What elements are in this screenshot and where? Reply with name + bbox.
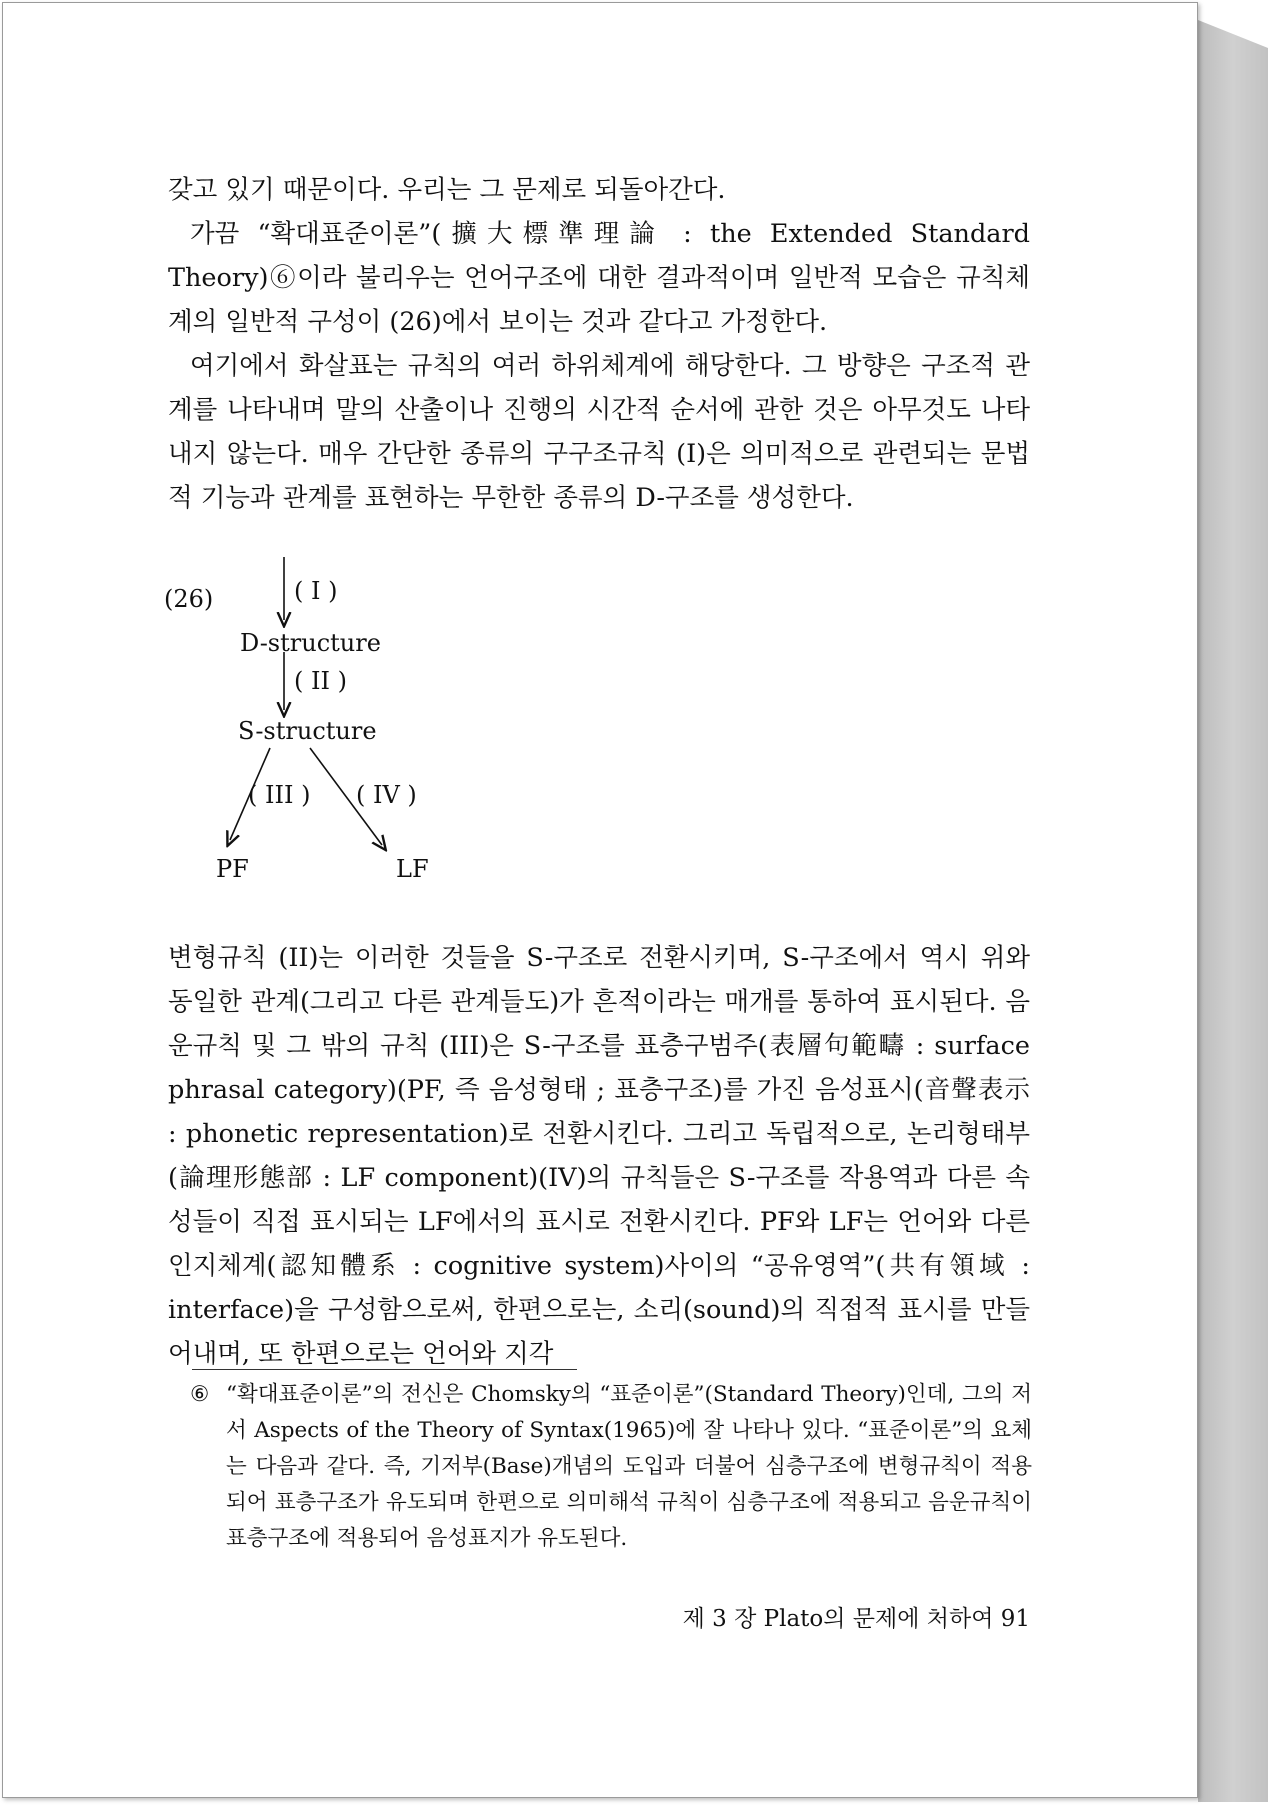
example-number: (26) [164, 585, 214, 613]
footnote-divider [192, 1369, 577, 1370]
pf-node: PF [216, 855, 249, 883]
rule-2-label: ( II ) [294, 667, 347, 695]
lf-node: LF [396, 855, 429, 883]
footnote [192, 1377, 1032, 1557]
footnote-marker: ⑥ [190, 1382, 210, 1407]
footnote-text: “확대표준이론”의 전신은 Chomsky의 “표준이론”(Standard Theory)인데, 그의 저서 Aspects of the Theory of Syntax(1965)에 잘 나타나 있다. “표준이론”의 요체는 다음과 같다. 즉, 기저부(Base)개념의 도입과 더불어 심층구조에 변형규칙이 적용되어 표층구조가 유도되며 한편으로 의미해석 규칙이 심층구조에 적용되고 음운규칙이 표층구조에 적용되어 음성표지가 유도된다. [226, 1382, 1032, 1551]
s-structure-node: S-structure [238, 717, 377, 745]
rule-1-label: ( I ) [294, 577, 338, 605]
d-structure-node: D-structure [240, 629, 381, 657]
paragraph-1: 갖고 있기 때문이다. 우리는 그 문제로 되돌아간다. [168, 175, 726, 205]
rule-3-label: ( III ) [248, 781, 311, 809]
paragraph-3: 여기에서 화살표는 규칙의 여러 하위체계에 해당한다. 그 방향은 구조적 관계를 나타내며 말의 산출이나 진행의 시간적 순서에 관한 것은 아무것도 나타내지 않는다. 매우 간단한 종류의 구구조규칙 (I)은 의미적으로 관련되는 문법적 기능과 관계를 표현하는 무한한 종류의 D-구조를 생성한다. [168, 351, 1030, 513]
paragraph-4: 변형규칙 (II)는 이러한 것들을 S-구조로 전환시키며, S-구조에서 역시 위와 동일한 관계(그리고 다른 관계들도)가 흔적이라는 매개를 통하여 표시된다. 음운규칙 및 그 밖의 규칙 (III)은 S-구조를 표층구범주(表層句範疇 : surface phrasal category)(PF, 즉 음성형태 ; 표층구조)를 가진 음성표시(音聲表示 : phonetic representation)로 전환시킨다. 그리고 독립적으로, 논리형태부(論理形態部 : LF component)(IV)의 규칙들은 S-구조를 작용역과 다른 속성들이 직접 표시되는 LF에서의 표시로 전환시킨다. PF와 LF는 언어와 다른 인지체계(認知體系 : cognitive system)사이의 “공유영역”(共有領域 : interface)을 구성함으로써, 한편으로는, 소리(sound)의 직접적 표시를 만들어내며, 또 한편으로는 언어와 지각 [168, 943, 1030, 1369]
running-footer: 제 3 장 Plato의 문제에 처하여 91 [682, 1606, 1030, 1632]
paragraph-2: 가끔 “확대표준이론”(擴大標準理論 : the Extended Standard Theory)⑥이라 불리우는 언어구조에 대한 결과적이며 일반적 모습은 규칙체계의 일반적 구성이 (26)에서 보이는 것과 같다고 가정한다. [168, 219, 1030, 337]
rule-system-diagram [160, 545, 660, 905]
diagram-arrows [160, 545, 660, 905]
book-page-edges [1198, 20, 1268, 1802]
rule-4-label: ( IV ) [356, 781, 417, 809]
